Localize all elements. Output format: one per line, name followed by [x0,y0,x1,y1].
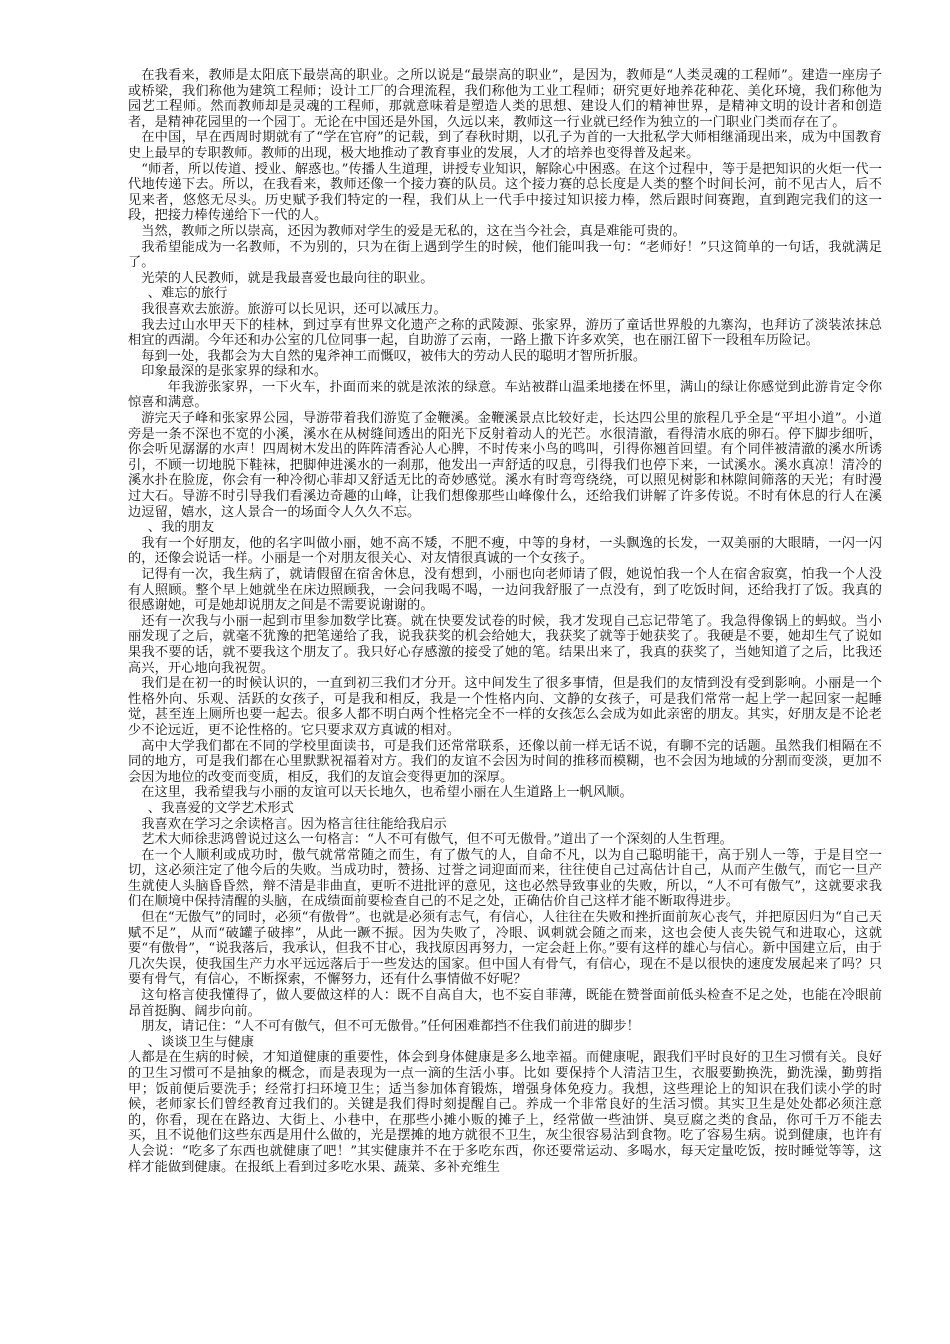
paragraph: 光荣的人民教师，就是我最喜爱也最向往的职业。 [141,270,434,286]
paragraph: 朋友，请记住：“人不可有傲气，但不可无傲骨。”任何困难都挡不住我们前进的脚步！ [141,1019,640,1035]
paragraph: 还有一次我与小丽一起到市里参加数学比赛。就在快要发试卷的时候，我才发现自己忘记带笔了。我急得像锅上的蚂蚁。当小丽发现了之后，就毫不犹豫的把笔递给了我，说我获奖的机会给她大，我获奖了就等于她获奖了。我硬是不要，她却生气了说如果我不要的话，就不要我这个朋友了。我只好心存感激的接受了她的笔。结果出来了，我真的获奖了，当她知道了之后，比我还高兴，开心地向我祝贺。 [128,613,882,676]
document-body [128,68,882,1175]
section-heading: 、谈谈卫生与健康 [147,1034,255,1050]
paragraph: 在这里，我希望我与小丽的友谊可以天长地久，也希望小丽在人生道路上一帆风顺。 [141,785,633,801]
paragraph: 每到一处，我都会为大自然的鬼斧神工而慨叹，被伟大的劳动人民的聪明才智所折服。 [141,348,647,364]
paragraph: 记得有一次，我生病了，就请假留在宿舍休息，没有想到，小丽也向老师请了假，她说怕我一个人在宿舍寂寞，怕我一个人没有人照顾。整个早上她就坐在床边照顾我，一会问我喝不喝，一边问我舒服了一点没有，到了吃饭时间，还给我打了饭。我真的很感谢她，可是她却说朋友之间是不需要说谢谢的。 [128,567,882,614]
paragraph: 我去过山水甲天下的桂林，到过享有世界文化遗产之称的武陵源、张家界，游历了童话世界般的九寨沟，也拜访了淡装浓抹总相宜的西湖。今年还和办公室的几位同事一起，自助游了云南，一路上撒下许多欢笑，也在丽江留下一段租车历险记。 [128,317,882,349]
paragraph: 印象最深的是张家界的绿和水。 [141,364,328,380]
paragraph: 艺术大师徐悲鸿曾说过这么一句格言：“人不可有傲气，但不可无傲骨。”道出了一个深刻的人生哲理。 [141,832,733,848]
section-heading: 、我的朋友 [147,520,215,536]
paragraph: 我希望能成为一名教师，不为别的，只为在街上遇到学生的时候，他们能叫我一句：“老师好！”只这简单的一句话，我就满足了。 [128,239,882,271]
paragraph: 在我看来，教师是太阳底下最崇高的职业。之所以说是“最崇高的职业”，是因为，教师是“人类灵魂的工程师”。建造一座房子或桥梁，我们称他为建筑工程师；设计工厂的合理流程，我们称他为工业工程师；研究更好地养花种花、美化环境，我们称他为园艺工程师。然而教师却是灵魂的工程师，那就意味着是塑造人类的思想、建设人们的精神世界，是精神文明的设计者和创造者，是精神花园里的一个园丁。无论在中国还是外国，久远以来，教师这一行业就已经作为独立的一门职业门类而存在了。 [128,68,882,130]
paragraph: 高中大学我们都在不同的学校里面读书，可是我们还常常联系，还像以前一样无话不说，有聊不完的话题。虽然我们相隔在不同的地方，可是我们都在心里默默祝福着对方。我们的友谊不会因为时间的推移而模糊，也不会因为地域的分割而变淡，更加不会因为地位的改变而变质，相反，我们的友谊会变得更加的深厚。 [128,738,882,785]
paragraph: 我很喜欢去旅游。旅游可以长见识，还可以减压力。 [141,301,447,317]
paragraph: “师者，所以传道、授业、解惑也。”传播人生道理，讲授专业知识，解除心中困惑。在这个过程中，等于是把知识的火炬一代一代地传递下去。所以，在我看来，教师还像一个接力赛的队员。这个接力赛的总长度是人类的整个时间长河，前不见古人，后不见来者，悠悠无尽头。历史赋予我们特定的一程，我们从上一代手中接过知识接力棒，然后跟时间赛跑，直到跑完我们的这一段，把接力棒传递给下一代的人。 [128,161,882,224]
paragraph: 我喜欢在学习之余读格言。因为格言往往能给我启示 [141,816,447,832]
paragraph: 年我游张家界，一下火车，扑面而来的就是浓浓的绿意。车站被群山温柔地搂在怀里，满山的绿让你感觉到此游肯定令你惊喜和满意。 [128,379,882,411]
paragraph: 我们是在初一的时候认识的，一直到初三我们才分开。这中间发生了很多事情，但是我们的友情到没有受到影响。小丽是一个性格外向、乐观、活跃的女孩子，可是我和相反，我是一个性格内向、文静的女孩子，可是我们常常一起上学一起回家一起睡觉，甚至连上厕所也要一起去。很多人都不明白两个性格完全不一样的女孩怎么会成为如此亲密的朋友。其实，好朋友是不论老少不论远近，更不论性格的。它只要求双方真诚的相对。 [128,676,882,738]
paragraph: 在中国，早在西周时期就有了“学在官府”的记载，到了春秋时期，以孔子为首的一大批私学大师相继涌现出来，成为中国教育史上最早的专职教师。教师的出现，极大地推动了教育事业的发展，人才的培养也变得普及起来。 [128,130,882,161]
paragraph: 人都是在生病的时候，才知道健康的重要性，体会到身体健康是多么地幸福。而健康呢，跟我们平时良好的卫生习惯有关。良好的卫生习惯可不是抽象的概念，而是表现为一点一滴的生活小事。比如 要保持个人清洁卫生，衣服要勤换洗，勤洗澡，勤剪指甲；饭前便后要洗手；经常打扫环境卫生；适当参加体育锻炼，增强身体免疫力。我想，这些理论上的知识在我们读小学的时候，老师家长们曾经教育过我们的。关键是我们得时刻提醒自己。养成一个非常良好的生活习惯。其实卫生是处处都必须注意的，你看，现在在路边、大街上、小巷中，在那些小摊小贩的摊子上，经常做一些油饼、臭豆腐之类的食品，你可千万不能去买，且不说他们这些东西是用什么做的，光是摆摊的地方就很不卫生，灰尘很容易沾到食物。吃了容易生病。说到健康，也许有人会说：“吃多了东西也就健康了吧！”其实健康并不在于多吃东西，你还要常运动、多喝水，每天定量吃饭，按时睡觉等等，这样才能做到健康。在报纸上看到过多吃水果、蔬菜、多补充维生 [128,1050,882,1175]
paragraph: 这句格言使我懂得了，做人要做这样的人：既不自高自大，也不妄自菲薄，既能在赞誉面前低头检查不足之处，也能在冷眼前昂首挺胸、阔步向前。 [128,988,882,1019]
section-heading: 、难忘的旅行 [147,286,228,302]
paragraph: 在一个人顺利或成功时，傲气就常常随之而生，有了傲气的人，自命不凡，以为自己聪明能干，高于别人一等，于是目空一切，这必须注定了他今后的失败。当成功时，赞扬、过誉之词迎面而来，往往使自己过高估计自己，从而产生傲气，而它一旦产生就使人头脑昏昏然，辩不清是非曲直，更听不进批评的意见，这也必然导致事业的失败，所以，“人不可有傲气”，这就要求我们在顺境中保持清醒的头脑，在成绩面前要检查自己的不足之处，正确估价自己这样才能不断取得进步。 [128,847,882,910]
paragraph: 当然，教师之所以崇高，还因为教师对学生的爱是无私的，这在当今社会，真是难能可贵的。 [141,223,686,239]
paragraph: 但在“无傲气”的同时，必须“有傲骨”。也就是必须有志气，有信心，人往往在失败和挫折面前灰心丧气，并把原因归为“自己天赋不足”，从而“破罐子破摔”，从此一蹶不振。因为失败了，冷眼、讽刺就会随之而来，这也会使人丧失锐气和进取心，这就要“有傲骨”，“说我落后，我承认，但我不甘心，我找原因再努力，一定会赶上你。”要有这样的雄心与信心。新中国建立后，由于几次失误，使我国生产力水平远远落后于一些发达的国家。但中国人有骨气，有信心，现在不是以很快的速度发展起来了吗？只要有骨气，有信心，不断探索，不懈努力，还有什么事情做不好呢？ [128,910,882,988]
paragraph: 我有一个好朋友，他的名字叫做小丽，她不高不矮，不肥不瘦，中等的身材，一头飘逸的长发，一双美丽的大眼睛，一闪一闪的，还像会说话一样。小丽是一个对朋友很关心、对友情很真诚的一个女孩子。 [128,535,882,567]
section-heading: 、我喜爱的文学艺术形式 [147,800,294,816]
paragraph: 游完天子峰和张家界公园，导游带着我们游览了金鞭溪。金鞭溪景点比较好走，长达四公里的旅程几乎全是“平坦小道”。小道旁是一条不深也不宽的小溪，溪水在从树缝间透出的阳光下反射着动人的光芒。水很清澈，看得清水底的卵石。停下脚步细听，你会听见潺潺的水声！四周树木发出的阵阵清香沁人心脾，不时传来小鸟的鸣叫，引得你翘首回望。有个同伴被清澈的溪水所诱引，不顾一切地脱下鞋袜，把脚伸进溪水的一刹那，他发出一声舒适的叹息，引得我们也停下来，一试溪水。溪水真凉！清冷的溪水扑在脸庞，你会有一种冷彻心菲却又舒适无比的奇妙感觉。溪水有时弯弯绕绕，可以照见树影和林隙间筛落的天光；有时漫过大石。导游不时引导我们看溪边奇趣的山峰，让我们想像那些山峰像什么，还给我们讲解了许多传说。不时有休息的行人在溪边逗留，嬉水，这人景合一的场面令人久久不忘。 [128,411,882,520]
